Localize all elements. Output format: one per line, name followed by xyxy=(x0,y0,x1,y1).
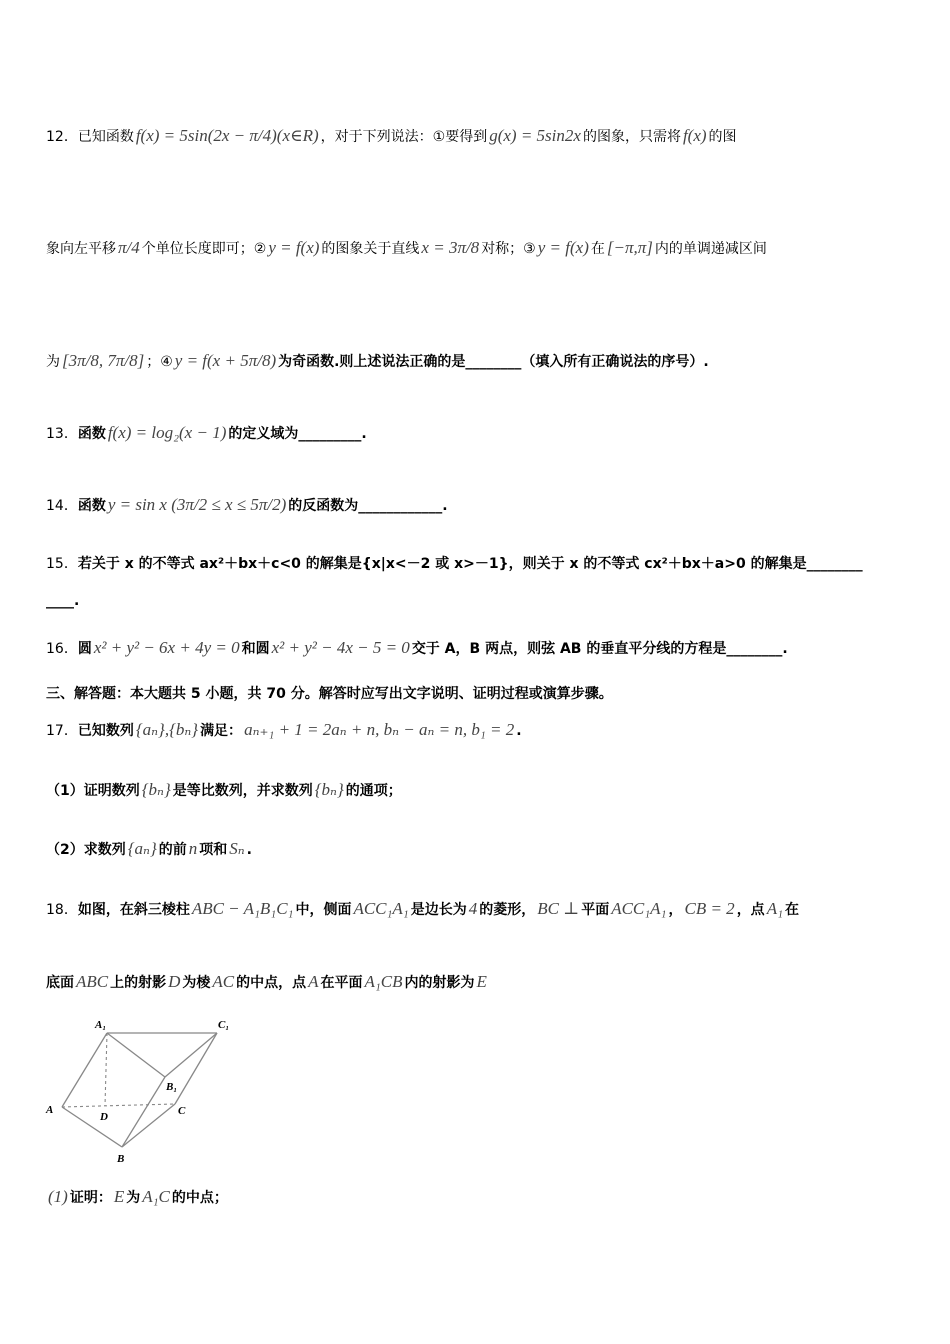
label-a1: A₁ xyxy=(95,1019,107,1031)
q12-line-1 xyxy=(46,125,906,148)
question-number: 15． xyxy=(46,556,78,572)
formula: (1) xyxy=(48,1187,68,1206)
text: （1）证明数列 xyxy=(46,783,140,799)
text: 是等比数列，并求数列 xyxy=(172,783,313,799)
text: 为棱 xyxy=(182,975,211,991)
text: ，点 xyxy=(736,902,765,918)
text: ____. xyxy=(46,593,80,609)
edge-ab xyxy=(62,1107,122,1147)
formula: y = sin x (3π/2 ≤ x ≤ 5π/2) xyxy=(107,495,287,514)
edge-bc xyxy=(122,1104,175,1147)
text: 项和 xyxy=(199,842,228,858)
text: ，对于下列说法：①要得到 xyxy=(320,129,488,145)
edge-a1a xyxy=(62,1033,107,1107)
q17-part-2 xyxy=(46,838,906,861)
formula: x = 3π/8 xyxy=(421,238,480,257)
edge-c1c xyxy=(175,1033,217,1104)
q17-line xyxy=(46,719,906,742)
text: 若关于 x 的不等式 ax²＋bx＋c<0 的解集是{x|x<－2 或 x>－1}，则关于 x 的不等式 cx²＋bx＋a>0 的解集是________ xyxy=(77,556,863,572)
text: 上的射影 xyxy=(110,975,167,991)
formula: AC xyxy=(212,972,235,991)
text: 在 xyxy=(590,241,605,257)
section-heading: 三、解答题：本大题共 5 小题，共 70 分。解答时应写出文字说明、证明过程或演算步骤。 xyxy=(46,686,613,702)
formula: aₙ₊₁ + 1 = 2aₙ + n, bₙ − aₙ = n, b₁ = 2 xyxy=(244,720,515,739)
edge-a1b1 xyxy=(107,1033,165,1077)
formula: π/4 xyxy=(118,238,140,257)
label-b: B xyxy=(117,1153,125,1165)
formula: CB = 2 xyxy=(684,899,735,918)
formula: [3π/8, 7π/8] xyxy=(62,351,145,370)
text: 个单位长度即可；② xyxy=(141,241,267,257)
text: 的定义域为_________. xyxy=(228,426,367,442)
label-c1: C₁ xyxy=(218,1019,230,1031)
formula: n xyxy=(188,839,198,858)
question-number: 13． xyxy=(46,426,78,442)
text: 的中点； xyxy=(171,1190,228,1206)
text: 在 xyxy=(784,902,799,918)
text: 的图象关于直线 xyxy=(321,241,420,257)
formula: {aₙ} xyxy=(127,839,157,858)
formula: ABC − A₁B₁C₁ xyxy=(191,899,294,918)
q13-line xyxy=(46,422,906,445)
text: 内的单调递减区间 xyxy=(654,241,767,257)
formula: D xyxy=(168,972,181,991)
formula: g(x) = 5sin2x xyxy=(489,126,581,145)
formula: E xyxy=(476,972,487,991)
formula: {aₙ},{bₙ} xyxy=(135,720,199,739)
text: 中，侧面 xyxy=(295,902,352,918)
text: ， xyxy=(668,902,683,918)
formula: y = f(x + 5π/8) xyxy=(174,351,277,370)
formula: [−π,π] xyxy=(606,238,653,257)
text: 对称；③ xyxy=(481,241,536,257)
label-a: A xyxy=(46,1104,54,1116)
q12-line-3 xyxy=(46,350,906,373)
formula: x² + y² − 6x + 4y = 0 xyxy=(93,638,240,657)
formula: ABC xyxy=(76,972,109,991)
edge-c1b1 xyxy=(165,1033,217,1077)
text: 已知数列 xyxy=(77,723,134,739)
text: 满足： xyxy=(200,723,243,739)
text: 的图 xyxy=(708,129,737,145)
text: 的菱形， xyxy=(479,902,536,918)
text: 证明： xyxy=(69,1190,112,1206)
question-number: 12． xyxy=(46,129,78,145)
text: 函数 xyxy=(77,426,106,442)
formula: A₁C xyxy=(142,1187,170,1206)
text: 是边长为 xyxy=(410,902,467,918)
formula: E xyxy=(113,1187,125,1206)
text: 已知函数 xyxy=(77,129,134,145)
text: 为 xyxy=(46,354,60,370)
text: 内的射影为 xyxy=(404,975,475,991)
formula: {bₙ} xyxy=(141,780,171,799)
text: 交于 A，B 两点，则弦 AB 的垂直平分线的方程是________. xyxy=(411,641,788,657)
q14-line xyxy=(46,494,906,517)
question-number: 18． xyxy=(46,902,78,918)
formula: f(x) = 5sin(2x − π/4)(x∈R) xyxy=(135,126,319,145)
label-d: D xyxy=(100,1111,108,1123)
formula: ACC₁A₁ xyxy=(611,899,667,918)
formula: {bₙ} xyxy=(314,780,344,799)
formula: f(x) = log₂(x − 1) xyxy=(107,423,227,442)
text: （2）求数列 xyxy=(46,842,126,858)
formula: A₁CB xyxy=(364,972,403,991)
text: 象向左平移 xyxy=(46,241,116,257)
q17-part-1 xyxy=(46,779,906,802)
question-number: 16． xyxy=(46,641,78,657)
text: 在平面 xyxy=(320,975,363,991)
formula: x² + y² − 4x − 5 = 0 xyxy=(271,638,410,657)
text: 和圆 xyxy=(241,641,270,657)
edge-a1d-hidden xyxy=(105,1033,107,1106)
text: 圆 xyxy=(77,641,92,657)
formula: BC ⊥ xyxy=(537,899,580,918)
text: . xyxy=(516,723,522,739)
prism-figure xyxy=(40,1010,260,1170)
text: 的前 xyxy=(158,842,187,858)
edge-b1b xyxy=(122,1077,165,1147)
q12-line-2 xyxy=(46,237,906,260)
text: 函数 xyxy=(77,498,106,514)
label-c: C xyxy=(178,1105,186,1117)
q15-line-1 xyxy=(46,553,906,575)
question-number: 17． xyxy=(46,723,78,739)
text: 的中点，点 xyxy=(236,975,307,991)
q18-line-1 xyxy=(46,898,906,921)
formula: y = f(x) xyxy=(537,238,589,257)
q18-line-2 xyxy=(46,971,906,994)
text: 底面 xyxy=(46,975,74,991)
text: 为奇函数.则上述说法正确的是________（填入所有正确说法的序号）. xyxy=(278,354,709,370)
formula: ACC₁A₁ xyxy=(353,899,409,918)
q18-part-1 xyxy=(46,1186,906,1209)
text: ；④ xyxy=(146,354,173,370)
edge-ac-hidden xyxy=(62,1104,175,1107)
label-b1: B₁ xyxy=(166,1081,178,1093)
text: 为 xyxy=(126,1190,141,1206)
text: 的反函数为____________. xyxy=(288,498,448,514)
formula: f(x) xyxy=(682,126,707,145)
text: 平面 xyxy=(581,902,610,918)
text: 的图象，只需将 xyxy=(582,129,681,145)
formula: y = f(x) xyxy=(268,238,320,257)
formula: Sₙ xyxy=(229,839,245,858)
text: 如图，在斜三棱柱 xyxy=(77,902,190,918)
formula: A xyxy=(308,972,319,991)
text: 的通项； xyxy=(345,783,402,799)
text: . xyxy=(246,842,252,858)
q16-line xyxy=(46,637,906,660)
q15-line-2 xyxy=(46,590,906,612)
question-number: 14． xyxy=(46,498,78,514)
formula: 4 xyxy=(468,899,478,918)
formula: A₁ xyxy=(766,899,783,918)
